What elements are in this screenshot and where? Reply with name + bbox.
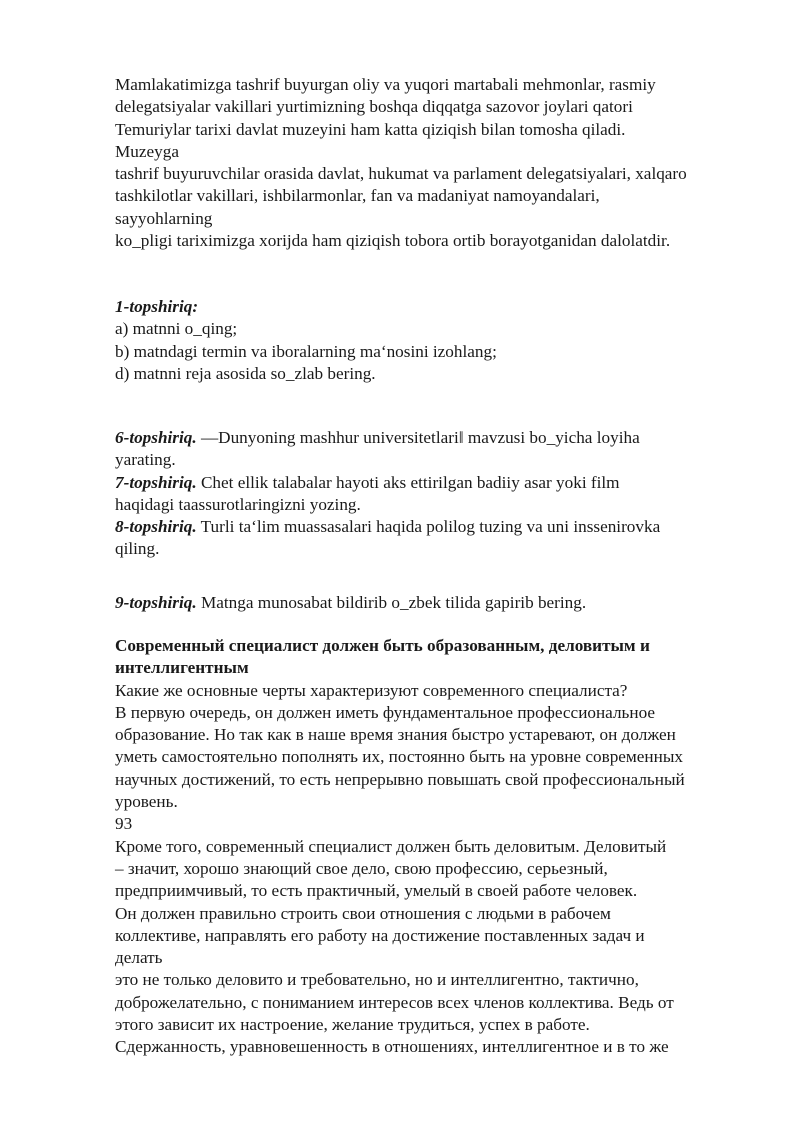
task-7-label: 7-topshiriq. bbox=[115, 472, 197, 492]
text-line: tashrif buyuruvchilar orasida davlat, hukumat va parlament delegatsiyalari, xalqaro bbox=[115, 164, 687, 184]
text-line: научных достижений, то есть непрерывно повышать свой профессиональный bbox=[115, 769, 685, 789]
text-line: tashkilotlar vakillari, ishbilarmonlar, fan va madaniyat namoyandalari, bbox=[115, 186, 600, 206]
task-9-text: Matnga munosabat bildirib o_zbek tilida gapirib bering. bbox=[196, 593, 587, 612]
task-1-label: 1-topshiriq: bbox=[115, 297, 199, 316]
task-8-label: 8-topshiriq. bbox=[115, 517, 197, 537]
text-line: Сдержанность, уравновешенность в отношениях, интеллигентное и в то же bbox=[115, 1037, 669, 1057]
intro-paragraph bbox=[115, 74, 775, 252]
text-line: делать bbox=[115, 948, 163, 968]
text-line: это не только деловито и требовательно, но и интеллигентно, тактично, bbox=[115, 970, 639, 990]
task-6-line bbox=[115, 427, 775, 449]
text-line: коллективе, направлять его работу на достижение поставленных задач и bbox=[115, 925, 645, 945]
text-line: доброжелательно, с пониманием интересов всех членов коллектива. Ведь от bbox=[115, 992, 674, 1012]
task-1-item-d: d) matnni reja asosida so_zlab bering. bbox=[115, 363, 376, 383]
task-1-item-b: b) matndagi termin va iboralarning ma‘nosini izohlang; bbox=[115, 341, 497, 361]
task-8-line bbox=[115, 516, 775, 538]
text-line: этого зависит их настроение, желание трудиться, успех в работе. bbox=[115, 1015, 590, 1035]
task-6-text: ―Dunyoning mashhur universitetlari‖ mavzusi bo_yicha loyiha bbox=[196, 428, 640, 447]
tasks-6-8 bbox=[115, 427, 775, 561]
page-number: 93 bbox=[115, 814, 133, 834]
russian-text bbox=[115, 635, 775, 1059]
task-7-text-cont: haqidagi taassurotlaringizni yozing. bbox=[115, 494, 361, 514]
text-line: В первую очередь, он должен иметь фундаментальное профессиональное bbox=[115, 702, 656, 722]
task-9 bbox=[115, 592, 775, 614]
text-line: образование. Но так как в наше время знания быстро устаревают, он должен bbox=[115, 725, 676, 745]
task-6-label: 6-topshiriq. bbox=[115, 428, 197, 447]
text-line: Он должен правильно строить свои отношения с людьми в рабочем bbox=[115, 903, 611, 923]
section-heading-cont: интеллигентным bbox=[115, 658, 249, 678]
text-line: Mamlakatimizga tashrif buyurgan oliy va yuqori martabali mehmonlar, rasmiy bbox=[115, 75, 656, 94]
text-line: delegatsiyalar vakillari yurtimizning boshqa diqqatga sazovor joylari qatori bbox=[115, 97, 633, 117]
task-8-text: Turli ta‘lim muassasalari haqida polilog tuzing va uni inssenirovka bbox=[196, 517, 661, 537]
task-8-text-cont: qiling. bbox=[115, 539, 160, 559]
task-7-text: Chet ellik talabalar hayoti aks ettirilgan badiiy asar yoki film bbox=[196, 472, 620, 492]
text-line: Кроме того, современный специалист должен быть деловитым. Деловитый bbox=[115, 836, 667, 856]
task-9-line bbox=[115, 592, 775, 614]
task-1 bbox=[115, 296, 775, 385]
task-9-label: 9-topshiriq. bbox=[115, 593, 197, 612]
text-line: Muzeyga bbox=[115, 141, 179, 161]
text-line: Какие же основные черты характеризуют современного специалиста? bbox=[115, 680, 628, 700]
task-1-item-a: a) matnni o_qing; bbox=[115, 319, 238, 339]
text-line: предприимчивый, то есть практичный, умелый в своей работе человек. bbox=[115, 881, 638, 901]
text-line: – значит, хорошо знающий свое дело, свою профессию, серьезный, bbox=[115, 858, 608, 878]
text-line: уровень. bbox=[115, 792, 178, 812]
text-line: уметь самостоятельно пополнять их, постоянно быть на уровне современных bbox=[115, 747, 683, 767]
text-line: sayyohlarning bbox=[115, 208, 213, 228]
text-line: ko_pligi tariximizga xorijda ham qiziqish tobora ortib borayotganidan dalolatdir. bbox=[115, 231, 671, 251]
section-heading: Современный специалист должен быть образованным, деловитым и bbox=[115, 636, 650, 655]
task-6-text-cont: yarating. bbox=[115, 450, 176, 470]
task-7-line bbox=[115, 472, 775, 494]
text-line: Temuriylar tarixi davlat muzeyini ham katta qiziqish bilan tomosha qiladi. bbox=[115, 119, 626, 139]
